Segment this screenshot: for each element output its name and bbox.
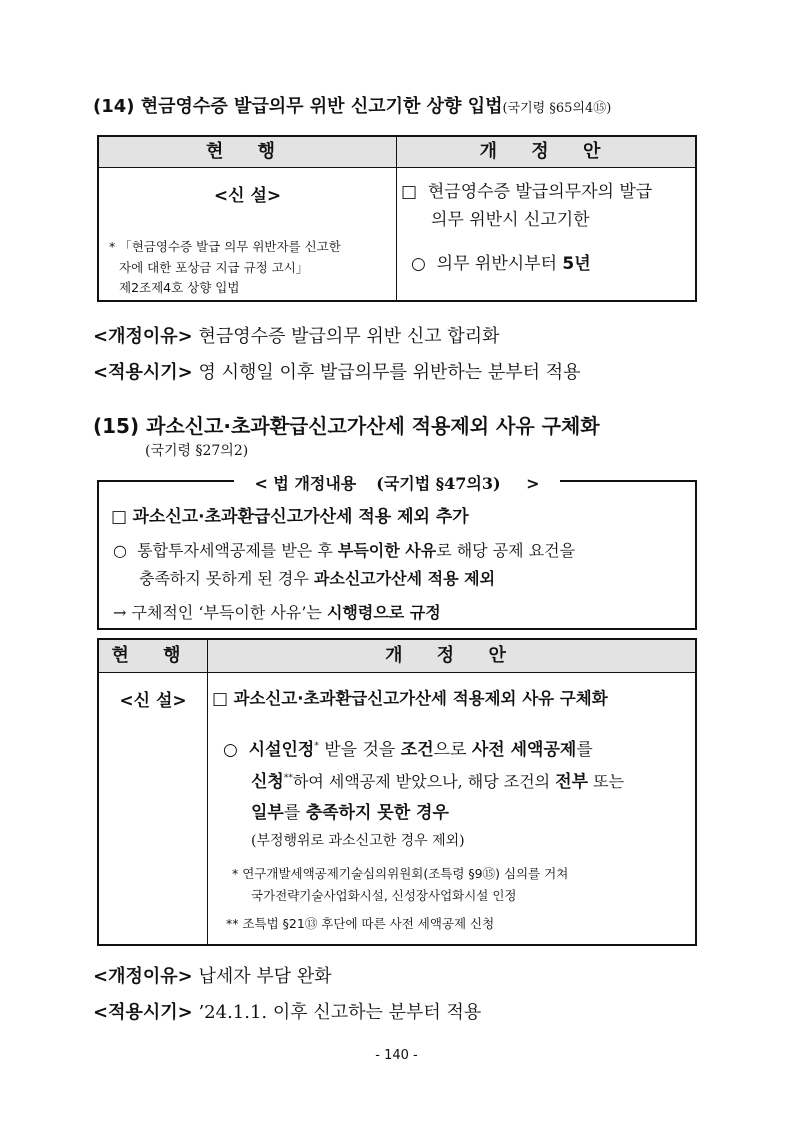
arrow-icon: → [113, 603, 127, 622]
section-14-title [93, 92, 611, 118]
table-14-head-proposed: 개 정 안 [479, 141, 615, 162]
s14-apply-label: <적용시기> [93, 362, 193, 383]
p2-c: 전부 [555, 772, 589, 792]
table-14-proposed-line2: 의무 위반시 신고기한 [431, 210, 590, 230]
table-14-current-new: <신 설> [213, 186, 282, 206]
table-15-p2 [251, 767, 624, 792]
law-line-3a: 충족하지 못하게 된 경우 [139, 569, 314, 588]
table-14-note-3: 제2조제4호 상향 입법 [119, 280, 240, 295]
table-15-p4: (부정행위로 과소신고한 경우 제외) [251, 833, 465, 849]
table-15-head-proposed: 개 정 안 [385, 645, 520, 666]
law-line-2b: 부득이한 사유 [337, 541, 437, 560]
table-14-head-current: 현 행 [205, 141, 290, 162]
p3-a: 일부 [251, 803, 284, 823]
section-14-ref: (국기령 §65의4⑮) [502, 101, 612, 116]
s14-reason-text: 현금영수증 발급의무 위반 신고 합리화 [198, 326, 500, 347]
p1-a: 시설인정 [248, 740, 315, 760]
table-14-note-2: 자에 대한 포상금 지급 규정 고시」 [119, 260, 309, 275]
table-15-note-2: ** 조특법 §21⑬ 후단에 따른 사전 세액공제 신청 [226, 916, 495, 931]
section-15-heading: (15) 과소신고·초과환급신고가산세 적용제외 사유 구체화 [93, 414, 600, 438]
table-15 [97, 638, 697, 946]
law-box-title [99, 471, 695, 494]
s15-reason-text: 납세자 부담 완화 [198, 966, 332, 987]
law-title-end: > [511, 474, 550, 493]
s14-reason-label: <개정이유> [93, 326, 193, 347]
p2-sup: ** [283, 773, 293, 784]
table-15-note-1b: 국가전략기술사업화시설, 신성장사업화시설 인정 [251, 888, 517, 903]
law-line-4a: 구체적인 ‘부득이한 사유’는 [131, 603, 327, 622]
law-line-4 [113, 600, 441, 623]
circle-bullet-icon: ○ [113, 541, 127, 560]
p1-d: 으로 [433, 740, 472, 760]
box-bullet-icon: □ [212, 689, 229, 709]
law-line-2a: 통합투자세액공제를 받은 후 [137, 541, 338, 560]
p2-d: 또는 [588, 772, 625, 791]
s15-apply [93, 998, 481, 1024]
box-bullet-icon: □ [111, 507, 128, 527]
law-title-text: < 법 개정내용 [244, 474, 366, 493]
table-15-proposed-title [212, 685, 608, 709]
p2-a: 신청 [251, 772, 284, 792]
law-line-1-text: 과소신고·초과환급신고가산세 적용 제외 추가 [132, 507, 469, 527]
proposed-title-text: 과소신고·초과환급신고가산세 적용제외 사유 구체화 [233, 689, 608, 708]
table-14 [97, 135, 697, 302]
circle-bullet-icon: ○ [223, 740, 238, 760]
law-line-1 [111, 502, 469, 527]
page-number: - 140 - [375, 1048, 418, 1063]
law-title-ref: (국기법 §47의3) [366, 474, 510, 493]
s15-apply-label: <적용시기> [93, 1002, 193, 1023]
s14-reason [93, 322, 500, 348]
box-bullet-icon: □ [401, 182, 418, 202]
s15-apply-text: ’24.1.1. 이후 신고하는 분부터 적용 [198, 1002, 482, 1023]
section-14-heading: (14) 현금영수증 발급의무 위반 신고기한 상향 입법 [93, 96, 503, 117]
s15-reason-label: <개정이유> [93, 966, 193, 987]
p1-sup: * [314, 741, 319, 752]
p1-f: 를 [576, 740, 593, 760]
law-line-2c: 로 해당 공제 요건을 [436, 541, 576, 560]
law-amendment-box [97, 474, 697, 630]
p1-c: 조건 [400, 740, 434, 760]
table-14-proposed-sub [411, 249, 591, 274]
section-15-ref: (국기령 §27의2) [145, 443, 249, 459]
law-line-4b: 시행령으로 규정 [326, 603, 441, 622]
circle-bullet-icon: ○ [411, 254, 426, 274]
table-15-head-current: 현 행 [111, 645, 195, 666]
table-15-p1 [223, 735, 593, 760]
proposed-text-1: 현금영수증 발급의무자의 발급 [427, 182, 653, 202]
table-15-p3 [251, 798, 449, 823]
proposed-sub-text: 의무 위반시부터 [436, 254, 563, 274]
table-14-note-1: * 「현금영수증 발급 의무 위반자를 신고한 [109, 239, 341, 254]
table-15-current-new: <신 설> [119, 691, 187, 711]
s14-apply-text: 영 시행일 이후 발급의무를 위반하는 분부터 적용 [198, 362, 581, 383]
p2-b: 하여 세액공제 받았으나, 해당 조건의 [292, 772, 556, 791]
table-15-note-1a: * 연구개발세액공제기술심의위원회(조특령 §9⑮) 심의를 거쳐 [232, 866, 569, 881]
s15-reason [93, 962, 332, 988]
proposed-sub-bold: 5년 [562, 254, 591, 274]
p3-c: 충족하지 못한 경우 [305, 803, 449, 823]
s14-apply [93, 358, 581, 384]
p1-b: 받을 것을 [318, 740, 401, 760]
p1-e: 사전 세액공제 [471, 740, 577, 760]
p3-b: 를 [283, 803, 306, 823]
table-15-divider [207, 640, 208, 944]
table-14-proposed-line1 [401, 177, 652, 202]
law-line-2 [113, 538, 575, 561]
law-line-3b: 과소신고가산세 적용 제외 [313, 569, 496, 588]
law-line-3 [139, 566, 495, 589]
